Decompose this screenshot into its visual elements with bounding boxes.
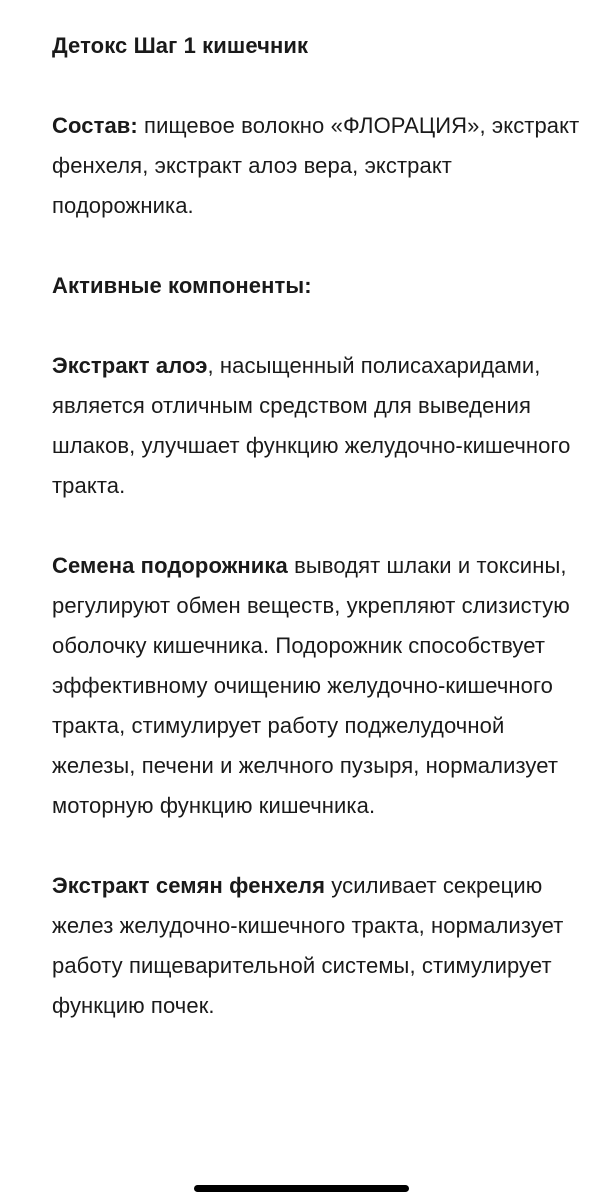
component-name: Экстракт алоэ <box>52 353 208 378</box>
product-title: Детокс Шаг 1 кишечник <box>52 33 309 58</box>
composition-paragraph <box>52 106 584 226</box>
composition-text: пищевое волокно «ФЛОРАЦИЯ», экстракт фенхеля, экстракт алоэ вера, экстракт подорожника. <box>52 113 580 218</box>
component-paragraph-fennel <box>52 866 584 1026</box>
component-paragraph-aloe <box>52 346 584 506</box>
composition-label: Состав: <box>52 113 138 138</box>
component-name: Семена подорожника <box>52 553 288 578</box>
active-components-heading: Активные компоненты: <box>52 273 312 298</box>
component-paragraph-plantain <box>52 546 584 826</box>
component-name: Экстракт семян фенхеля <box>52 873 326 898</box>
component-text: усиливает секрецию желез желудочно-кишечного тракта, нормализует работу пищеварительной системы, стимулирует функцию почек. <box>52 873 564 1018</box>
home-indicator[interactable] <box>194 1185 409 1192</box>
component-text: выводят шлаки и токсины, регулируют обмен веществ, укрепляют слизистую оболочку кишечника. Подорожник способствует эффективному очищению желудочно-кишечного тракта, стимулирует работу поджелудочной железы, печени и желчного пузыря, нормализует моторную функцию кишечника. <box>52 553 570 818</box>
component-text: , насыщенный полисахаридами, является отличным средством для выведения шлаков, улучшает функцию желудочно-кишечного тракта. <box>52 353 571 498</box>
